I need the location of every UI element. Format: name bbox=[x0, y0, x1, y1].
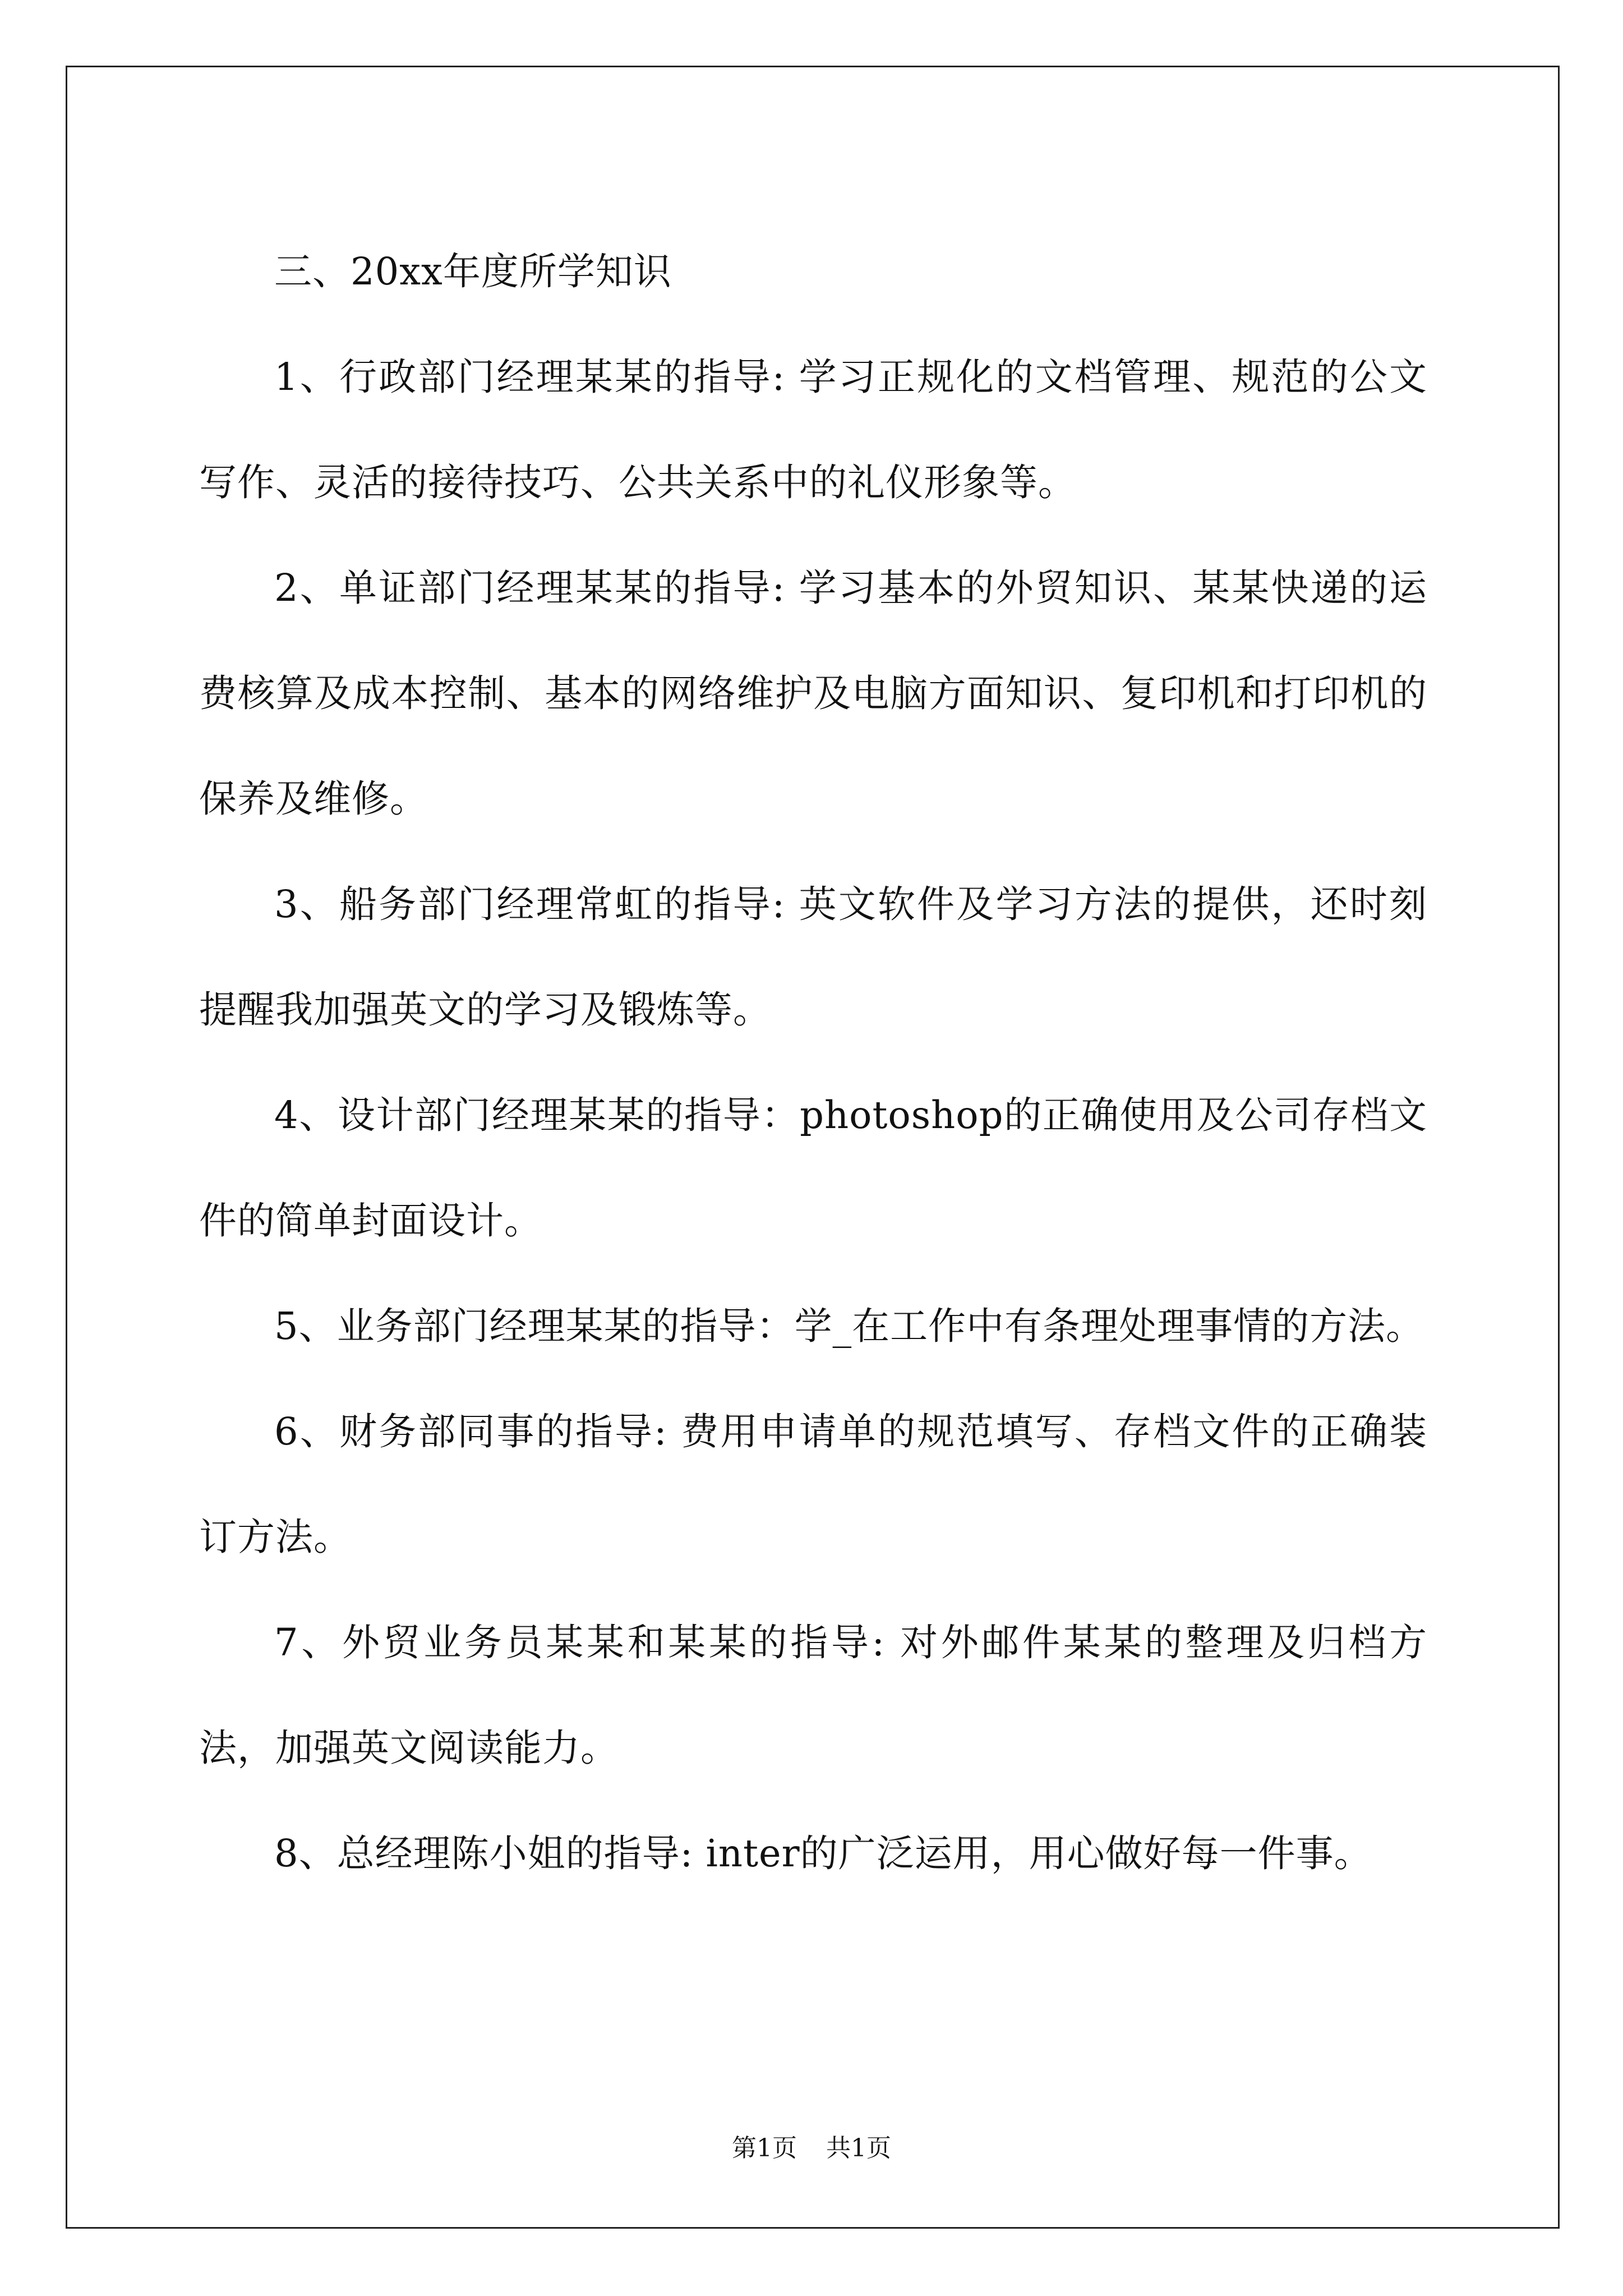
page-footer bbox=[0, 2132, 1623, 2165]
paragraph: 4、设计部门经理某某的指导：photoshop的正确使用及公司存档文件的简单封面设计。 bbox=[199, 1093, 1427, 1243]
page-total: 共1页 bbox=[826, 2134, 891, 2162]
paragraph: 2、单证部门经理某某的指导: 学习基本的外贸知识、某某快递的运费核算及成本控制、基本的网络维护及电脑方面知识、复印机和打印机的保养及维修。 bbox=[199, 566, 1427, 821]
paragraph: 5、业务部门经理某某的指导：学_在工作中有条理处理事情的方法。 bbox=[274, 1304, 1424, 1348]
page-number: 第1页 bbox=[732, 2134, 797, 2162]
section-heading: 三、20xx年度所学知识 bbox=[274, 250, 672, 293]
document-body bbox=[199, 219, 1427, 1906]
paragraph: 6、财务部同事的指导: 费用申请单的规范填写、存档文件的正确装订方法。 bbox=[199, 1410, 1427, 1559]
paragraph: 7、外贸业务员某某和某某的指导: 对外邮件某某的整理及归档方法，加强英文阅读能力。 bbox=[199, 1621, 1427, 1770]
paragraph: 1、行政部门经理某某的指导: 学习正规化的文档管理、规范的公文写作、灵活的接待技巧、公共关系中的礼仪形象等。 bbox=[199, 355, 1427, 504]
paragraph: 8、总经理陈小姐的指导: inter的广泛运用，用心做好每一件事。 bbox=[274, 1832, 1372, 1875]
paragraph: 3、船务部门经理常虹的指导: 英文软件及学习方法的提供，还时刻提醒我加强英文的学习及锻炼等。 bbox=[199, 882, 1427, 1032]
